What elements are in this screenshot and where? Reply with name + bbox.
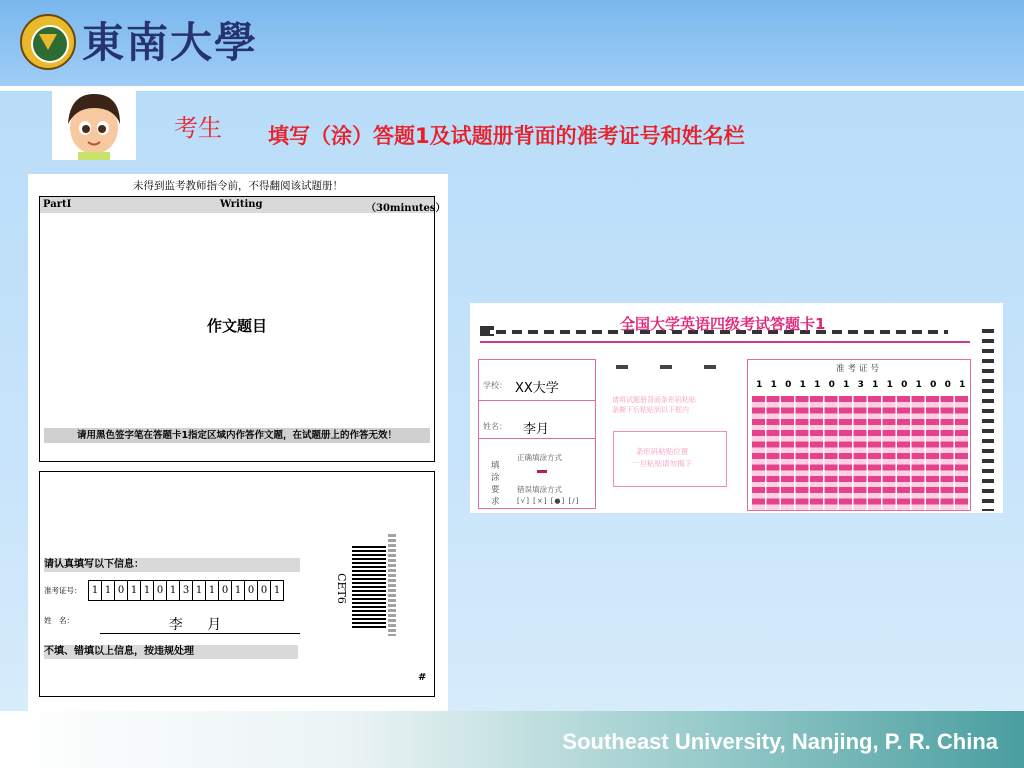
part-label: PartI bbox=[43, 199, 72, 210]
id-digit: 0 bbox=[257, 580, 271, 601]
grid-digit: 1 bbox=[770, 380, 777, 390]
id-digit: 1 bbox=[127, 580, 141, 601]
barcode-paste-area bbox=[613, 431, 727, 487]
school-label: 学校： bbox=[483, 381, 507, 390]
grid-digit: 1 bbox=[959, 380, 966, 390]
grid-digit: 0 bbox=[944, 380, 951, 390]
booklet-warning: 不填、错填以上信息，按违规处理 bbox=[44, 645, 298, 659]
examinee-info-box bbox=[478, 359, 596, 509]
id-digit: 1 bbox=[231, 580, 245, 601]
confirm-info-label: 请认真填写以下信息： bbox=[44, 558, 300, 572]
admission-id-title: 准考证号 bbox=[835, 364, 882, 374]
grid-digit: 1 bbox=[886, 380, 893, 390]
barcode-area-line: 条形码粘贴位置 bbox=[635, 447, 689, 456]
id-digit: 1 bbox=[192, 580, 206, 601]
booklet-id-label: 准考证号： bbox=[44, 586, 82, 595]
booklet-id-boxes bbox=[89, 580, 284, 601]
wrong-fill-examples: [√] [×] [●] [/] bbox=[517, 497, 580, 505]
university-logo-text: 東南大學 bbox=[82, 18, 259, 67]
university-emblem-icon bbox=[20, 14, 76, 70]
barcode-icon bbox=[352, 546, 386, 630]
booklet-name-value: 李 月 bbox=[100, 618, 300, 634]
booklet-bottom-notice: 请用黑色签字笔在答题卡1指定区域内作答作文题，在试题册上的作答无效！ bbox=[44, 428, 430, 443]
id-digit: 1 bbox=[140, 580, 154, 601]
footer-text: Southeast University, Nanjing, P. R. China bbox=[562, 729, 998, 754]
booklet-back-page bbox=[39, 471, 435, 697]
id-digit: 0 bbox=[244, 580, 258, 601]
grid-digit: 1 bbox=[915, 380, 922, 390]
vertical-notice bbox=[388, 534, 396, 636]
barcode-area-line: 一旦粘贴请勿揭下 bbox=[632, 459, 692, 468]
grid-digit: 0 bbox=[930, 380, 937, 390]
correct-fill-mark bbox=[537, 470, 547, 473]
grid-digit: 0 bbox=[828, 380, 835, 390]
grid-digit: 1 bbox=[843, 380, 850, 390]
bubble-grid bbox=[752, 396, 968, 510]
grid-digit: 1 bbox=[872, 380, 879, 390]
id-digit: 1 bbox=[270, 580, 284, 601]
id-digit: 0 bbox=[114, 580, 128, 601]
booklet-name-label: 姓 名： bbox=[44, 616, 74, 625]
grid-digit: 0 bbox=[901, 380, 908, 390]
page-mark: # bbox=[418, 672, 427, 683]
fill-requirements-label: 填涂要求 bbox=[491, 461, 500, 507]
id-digit: 1 bbox=[166, 580, 180, 601]
admission-id-grid bbox=[747, 359, 971, 511]
barcode-instruction-line: 条撕下后粘贴到以下框内 bbox=[612, 406, 689, 414]
essay-topic-title: 作文题目 bbox=[206, 317, 267, 335]
booklet-front-page bbox=[39, 196, 446, 462]
grid-digit: 3 bbox=[857, 380, 864, 390]
exam-code-label: CET6 bbox=[334, 573, 348, 604]
id-digit: 0 bbox=[218, 580, 232, 601]
id-digit: 1 bbox=[101, 580, 115, 601]
answer-sheet-title: 全国大学英语四级考试答题卡1 bbox=[620, 315, 826, 333]
grid-digit: 1 bbox=[756, 380, 763, 390]
name-value: 李月 bbox=[523, 422, 550, 437]
time-label: （30minutes） bbox=[366, 203, 446, 214]
school-value: XX大学 bbox=[515, 381, 559, 396]
id-digit: 1 bbox=[205, 580, 219, 601]
student-avatar bbox=[52, 88, 136, 160]
section-label: Writing bbox=[220, 199, 263, 210]
test-booklet-image bbox=[28, 174, 448, 714]
examinee-label: 考生 bbox=[174, 114, 222, 142]
barcode-instruction bbox=[612, 395, 696, 415]
id-digit: 0 bbox=[153, 580, 167, 601]
id-digit: 3 bbox=[179, 580, 193, 601]
admission-id-digits bbox=[752, 380, 970, 390]
booklet-part-header bbox=[40, 197, 446, 214]
wrong-fill-label: 错误填涂方式 bbox=[517, 485, 562, 494]
slide-title: 填写（涂）答题1及试题册背面的准考证号和姓名栏 bbox=[268, 124, 745, 148]
barcode-instruction-line: 请将试题册背面条形码粘贴 bbox=[612, 396, 696, 404]
answer-sheet-image bbox=[470, 303, 1003, 513]
side-timing-marks bbox=[982, 329, 994, 511]
name-label: 姓名： bbox=[483, 422, 507, 431]
correct-fill-label: 正确填涂方式 bbox=[517, 453, 562, 462]
booklet-top-notice: 未得到监考教师指令前，不得翻阅该试题册！ bbox=[133, 180, 343, 192]
grid-digit: 1 bbox=[814, 380, 821, 390]
id-digit: 1 bbox=[88, 580, 102, 601]
sheet-divider bbox=[480, 341, 970, 343]
grid-digit: 1 bbox=[799, 380, 806, 390]
grid-digit: 0 bbox=[785, 380, 792, 390]
